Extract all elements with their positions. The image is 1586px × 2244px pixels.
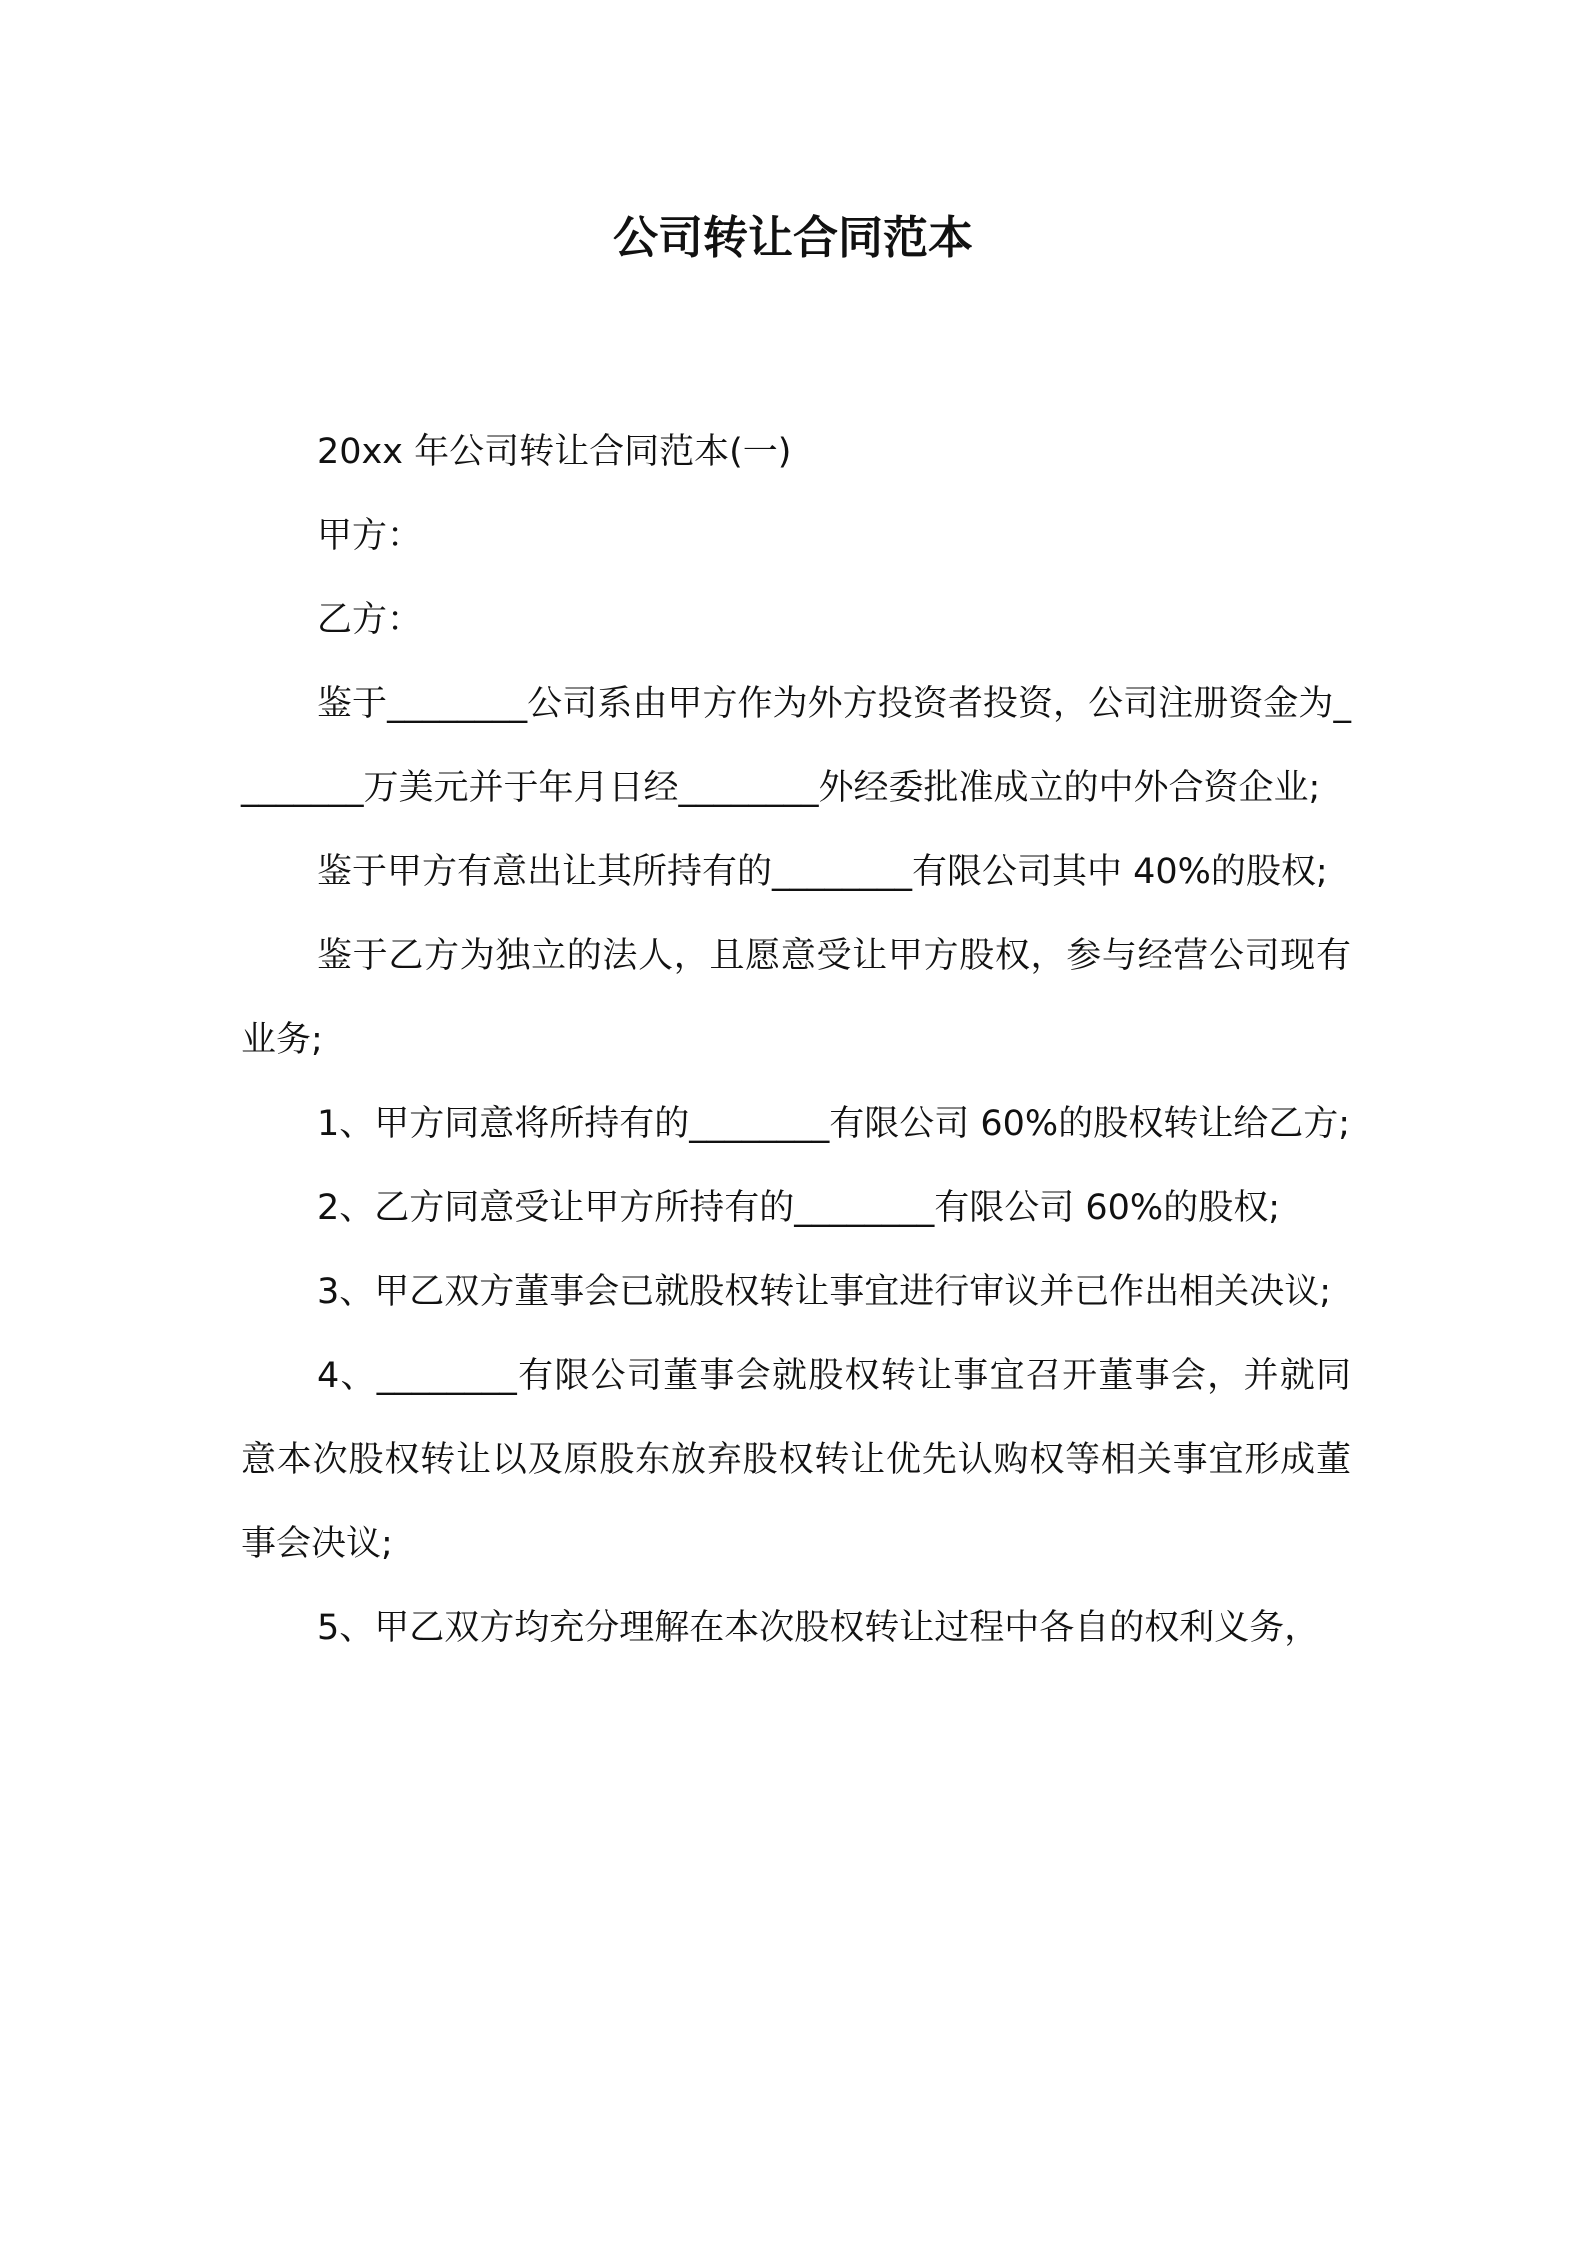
- party-b-line: 乙方：: [317, 600, 423, 640]
- party-a-line: 甲方：: [317, 516, 423, 556]
- clause-paragraph: 3、甲乙双方董事会已就股权转让事宜进行审议并已作出相关决议;: [317, 1272, 1332, 1312]
- clause-paragraph: 4、________有限公司董事会就股权转让事宜召开董事会，并就同意本次股权转让以及原股东放弃股权转让优先认购权等相关事宜形成董事会决议;: [241, 1356, 1351, 1564]
- contract-heading: 20xx 年公司转让合同范本(一): [317, 432, 792, 472]
- clause-paragraph: 5、甲乙双方均充分理解在本次股权转让过程中各自的权利义务，: [317, 1608, 1320, 1648]
- clause-paragraph: 2、乙方同意受让甲方所持有的________有限公司 60%的股权;: [317, 1188, 1280, 1228]
- recital-paragraph: 鉴于________公司系由甲方作为外方投资者投资，公司注册资金为________万美元并于年月日经________外经委批准成立的中外合资企业;: [241, 684, 1351, 808]
- document-body: [241, 410, 1351, 1670]
- document-title: 公司转让合同范本: [612, 211, 973, 264]
- recital-paragraph: 鉴于甲方有意出让其所持有的________有限公司其中 40%的股权;: [317, 852, 1328, 892]
- recital-paragraph: 鉴于乙方为独立的法人，且愿意受让甲方股权，参与经营公司现有业务;: [241, 936, 1351, 1060]
- clause-paragraph: 1、甲方同意将所持有的________有限公司 60%的股权转让给乙方;: [317, 1104, 1350, 1144]
